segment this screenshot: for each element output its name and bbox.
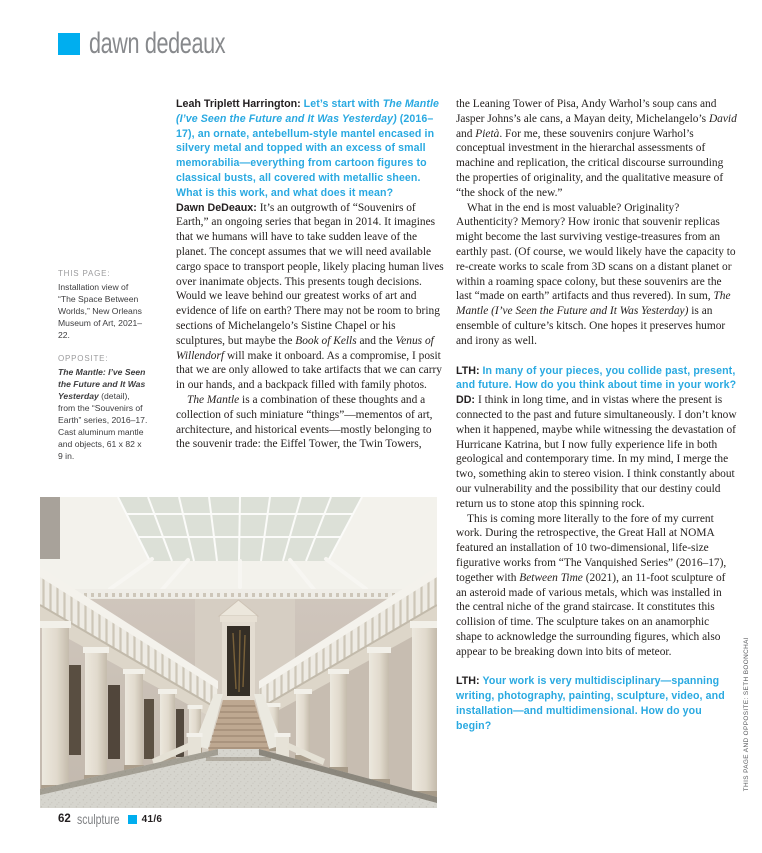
- text-run: Book of Kells: [295, 334, 357, 347]
- photo-credit: THIS PAGE AND OPPOSITE: SETH BOONCHAI: [743, 637, 750, 792]
- text-run: David: [708, 112, 737, 125]
- paragraph: [456, 97, 737, 201]
- text-run: the Leaning Tower of Pisa, Andy Warhol’s soup cans and Jasper Johns’s ale cans, a Mayan deity, Michelangelo’s: [456, 98, 717, 125]
- caption-column: [58, 269, 148, 462]
- artist-name-title: dawn dedeaux: [89, 27, 226, 60]
- text-run: LTH:: [456, 364, 483, 377]
- text-run: The Mantle (I’ve Seen the Future and It Was Yesterday): [456, 290, 731, 318]
- text-run: Let’s start with: [303, 98, 383, 110]
- caption-label: THIS PAGE:: [58, 269, 111, 278]
- text-run: Your work is very multidisciplinary—spanning writing, photography, painting, sculpture, video, and installation—and multidimensional. How do you begin?: [456, 675, 725, 732]
- page-footer: [58, 811, 162, 827]
- text-run: and: [456, 127, 476, 140]
- page-number: 62: [58, 813, 71, 825]
- issue-number: 41/6: [141, 813, 163, 825]
- text-run: It’s an outgrowth of “Souvenirs of Earth,” an ongoing series that began in 2014. It imagines that we humans will have to take sudden leave of the planet. The concept assumes that we will need available cargo space to transport people, likely placing human lives over inanimate objects. This presents tough decisions. Would we leave behind our greatest works of art and evidence of life on earth? There may not be room to bring sections of Michelangelo’s Sistine Chapel or his sculptures, but maybe the: [176, 201, 444, 347]
- article-column-right: [456, 97, 737, 734]
- caption-opposite: [58, 354, 148, 462]
- text-run: The Mantle (I’ve Seen the Future and It Was Yesterday): [176, 98, 440, 125]
- text-run: In many of your pieces, you collide past, present, and future. How do you think about time in your work?: [456, 364, 737, 392]
- paragraph: [456, 512, 737, 660]
- magazine-logo: sculpture: [76, 811, 120, 827]
- masthead: [58, 27, 278, 61]
- text-run: Installation view of “The Space Between Worlds,” New Orleans Museum of Art, 2021–22.: [58, 282, 143, 341]
- text-run: LTH:: [456, 675, 483, 688]
- text-run: Pietà: [475, 127, 500, 140]
- accent-square-icon: [58, 33, 80, 55]
- text-run: Leah Triplett Harrington:: [176, 98, 304, 110]
- article-column-left: [176, 97, 445, 452]
- text-run: I think in long time, and in vistas where the present is connected to the past and future simultaneously. I don’t know when it happened, maybe while witnessing the devastation of Hurricane Katrina, but I now fully experience life in both geological and contemporary time. In my mind, I merge the two, something akin to stereo vision. I think constantly about our vulnerability and the possibility that our destiny could return us to stone atop this spinning rock.: [456, 394, 737, 510]
- paragraph: [456, 364, 737, 394]
- museum-photo: [40, 497, 437, 808]
- text-run: (2016–17), an ornate, antebellum-style mantel encased in silvery metal and topped with an excess of small memorabilia—everything from cartoon figures to classical busts, all covered with metallic sheen. What is this work, and what does it mean?: [176, 112, 435, 199]
- text-run: is an ensemble of culture’s kitsch. One hopes it preserves humor and irony as well.: [456, 305, 726, 347]
- text-run: (2021), an 11-foot sculpture of an asteroid made of various metals, which was installed in the central niche of the grand staircase. It constitutes this collision of time. The sculpture takes on an anamorphic shape to acknowledge the surrounding figures, which also appear to be breaking down into bits of meteor.: [456, 571, 726, 658]
- text-run: What in the end is most valuable? Originality? Authenticity? Memory? How ironic that souvenir replicas might become the last surviving vestige-treasures from an earthly past. (Of course, we would likely have the capacity to re-create works to scale from 3D scans on a distant planet or within a roaming space colony, but these souvenirs are the last “made on earth” artifacts and thus revered). In sum,: [456, 201, 736, 303]
- paragraph: [176, 393, 445, 452]
- paragraph: [456, 201, 737, 349]
- text-run: (detail), from the “Souvenirs of Earth” series, 2016–17. Cast aluminum mantle and objects, 61 x 82 x 9 in.: [58, 391, 148, 462]
- text-run: and the: [356, 334, 396, 347]
- text-run: Dawn DeDeaux:: [176, 201, 260, 214]
- text-run: This is coming more literally to the fore of my current work. During the retrospective, the Great Hall at NOMA featured an installation of 10 two-dimensional, life-size figurative works from “The Vanquished Series” (2016–17), together with: [456, 512, 727, 584]
- caption-text: [58, 281, 148, 341]
- paragraph: [176, 201, 445, 393]
- paragraph: [456, 393, 737, 511]
- museum-photo-illustration: [40, 497, 437, 808]
- accent-square-icon: [128, 815, 137, 824]
- paragraph: [456, 674, 737, 733]
- text-run: Between Time: [519, 571, 583, 584]
- text-run: . For me, these souvenirs conjure Warhol’s conceptual investment in the hierarchal assessments of machine and replication, the critical discourse surrounding the properties of originality, and the qualitative measure of “the shock of the new.”: [456, 127, 724, 199]
- text-run: DD:: [456, 394, 478, 407]
- caption-label: OPPOSITE:: [58, 354, 109, 364]
- text-run: is a combination of these thoughts and a collection of such miniature “things”—mementos of art, architecture, and historical events—mostly belonging to the souvenir trade: the Eiffel Tower, the Twin Towers,: [176, 393, 433, 451]
- caption-this-page: [58, 269, 148, 341]
- text-run: Venus of Willendorf: [176, 334, 434, 362]
- text-run: will make it onboard. As a compromise, I posit that we are only allowed to take artifacts that we can carry in our hands, and a backpack filled with family photos.: [176, 349, 442, 392]
- paragraph: [176, 97, 445, 201]
- text-run: The Mantle: [187, 393, 240, 406]
- text-run: The Mantle: I’ve Seen the Future and It Was Yesterday: [58, 367, 146, 402]
- caption-text: [58, 366, 148, 462]
